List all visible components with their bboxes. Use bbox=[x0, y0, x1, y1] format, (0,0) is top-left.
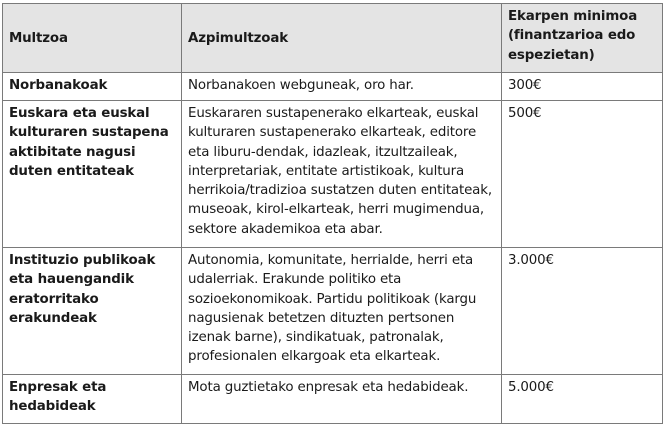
category-cell: Norbanakoak bbox=[3, 73, 182, 101]
table-row bbox=[3, 73, 663, 101]
header-ekarpen-minimoa: Ekarpen minimoa (finantzarioa edo espezietan) bbox=[501, 4, 662, 73]
category-cell: Enpresak eta hedabideak bbox=[3, 375, 182, 424]
minimum-contribution-cell: 300€ bbox=[501, 73, 662, 101]
category-cell: Instituzio publikoak eta hauengandik eratorritako erakundeak bbox=[3, 248, 182, 375]
subgroups-cell: Norbanakoen webguneak, oro har. bbox=[182, 73, 502, 101]
contribution-table bbox=[2, 3, 663, 424]
header-azpimultzoak: Azpimultzoak bbox=[182, 4, 502, 73]
table-row bbox=[3, 101, 663, 248]
minimum-contribution-cell: 500€ bbox=[501, 101, 662, 248]
header-multzoa: Multzoa bbox=[3, 4, 182, 73]
minimum-contribution-cell: 5.000€ bbox=[501, 375, 662, 424]
minimum-contribution-cell: 3.000€ bbox=[501, 248, 662, 375]
subgroups-cell: Euskararen sustapenerako elkarteak, euskal kulturaren sustapenerako elkarteak, editore eta liburu-dendak, idazleak, itzultzaileak, interpretariak, entitate artistikoak, kultura herrikoia/tradizioa sustatzen duten entitateak, museoak, kirol-elkarteak, herri mugimendua, sektore akademikoa eta abar. bbox=[182, 101, 502, 248]
table-row bbox=[3, 248, 663, 375]
table-header-row bbox=[3, 4, 663, 73]
table-row bbox=[3, 375, 663, 424]
subgroups-cell: Mota guztietako enpresak eta hedabideak. bbox=[182, 375, 502, 424]
subgroups-cell: Autonomia, komunitate, herrialde, herri eta udalerriak. Erakunde politiko eta sozioekonomikoak. Partidu politikoak (kargu nagusienak betetzen dituzten pertsonen izenak barne), sindikatuak, patronalak, profesionalen elkargoak eta elkarteak. bbox=[182, 248, 502, 375]
category-cell: Euskara eta euskal kulturaren sustapena aktibitate nagusi duten entitateak bbox=[3, 101, 182, 248]
